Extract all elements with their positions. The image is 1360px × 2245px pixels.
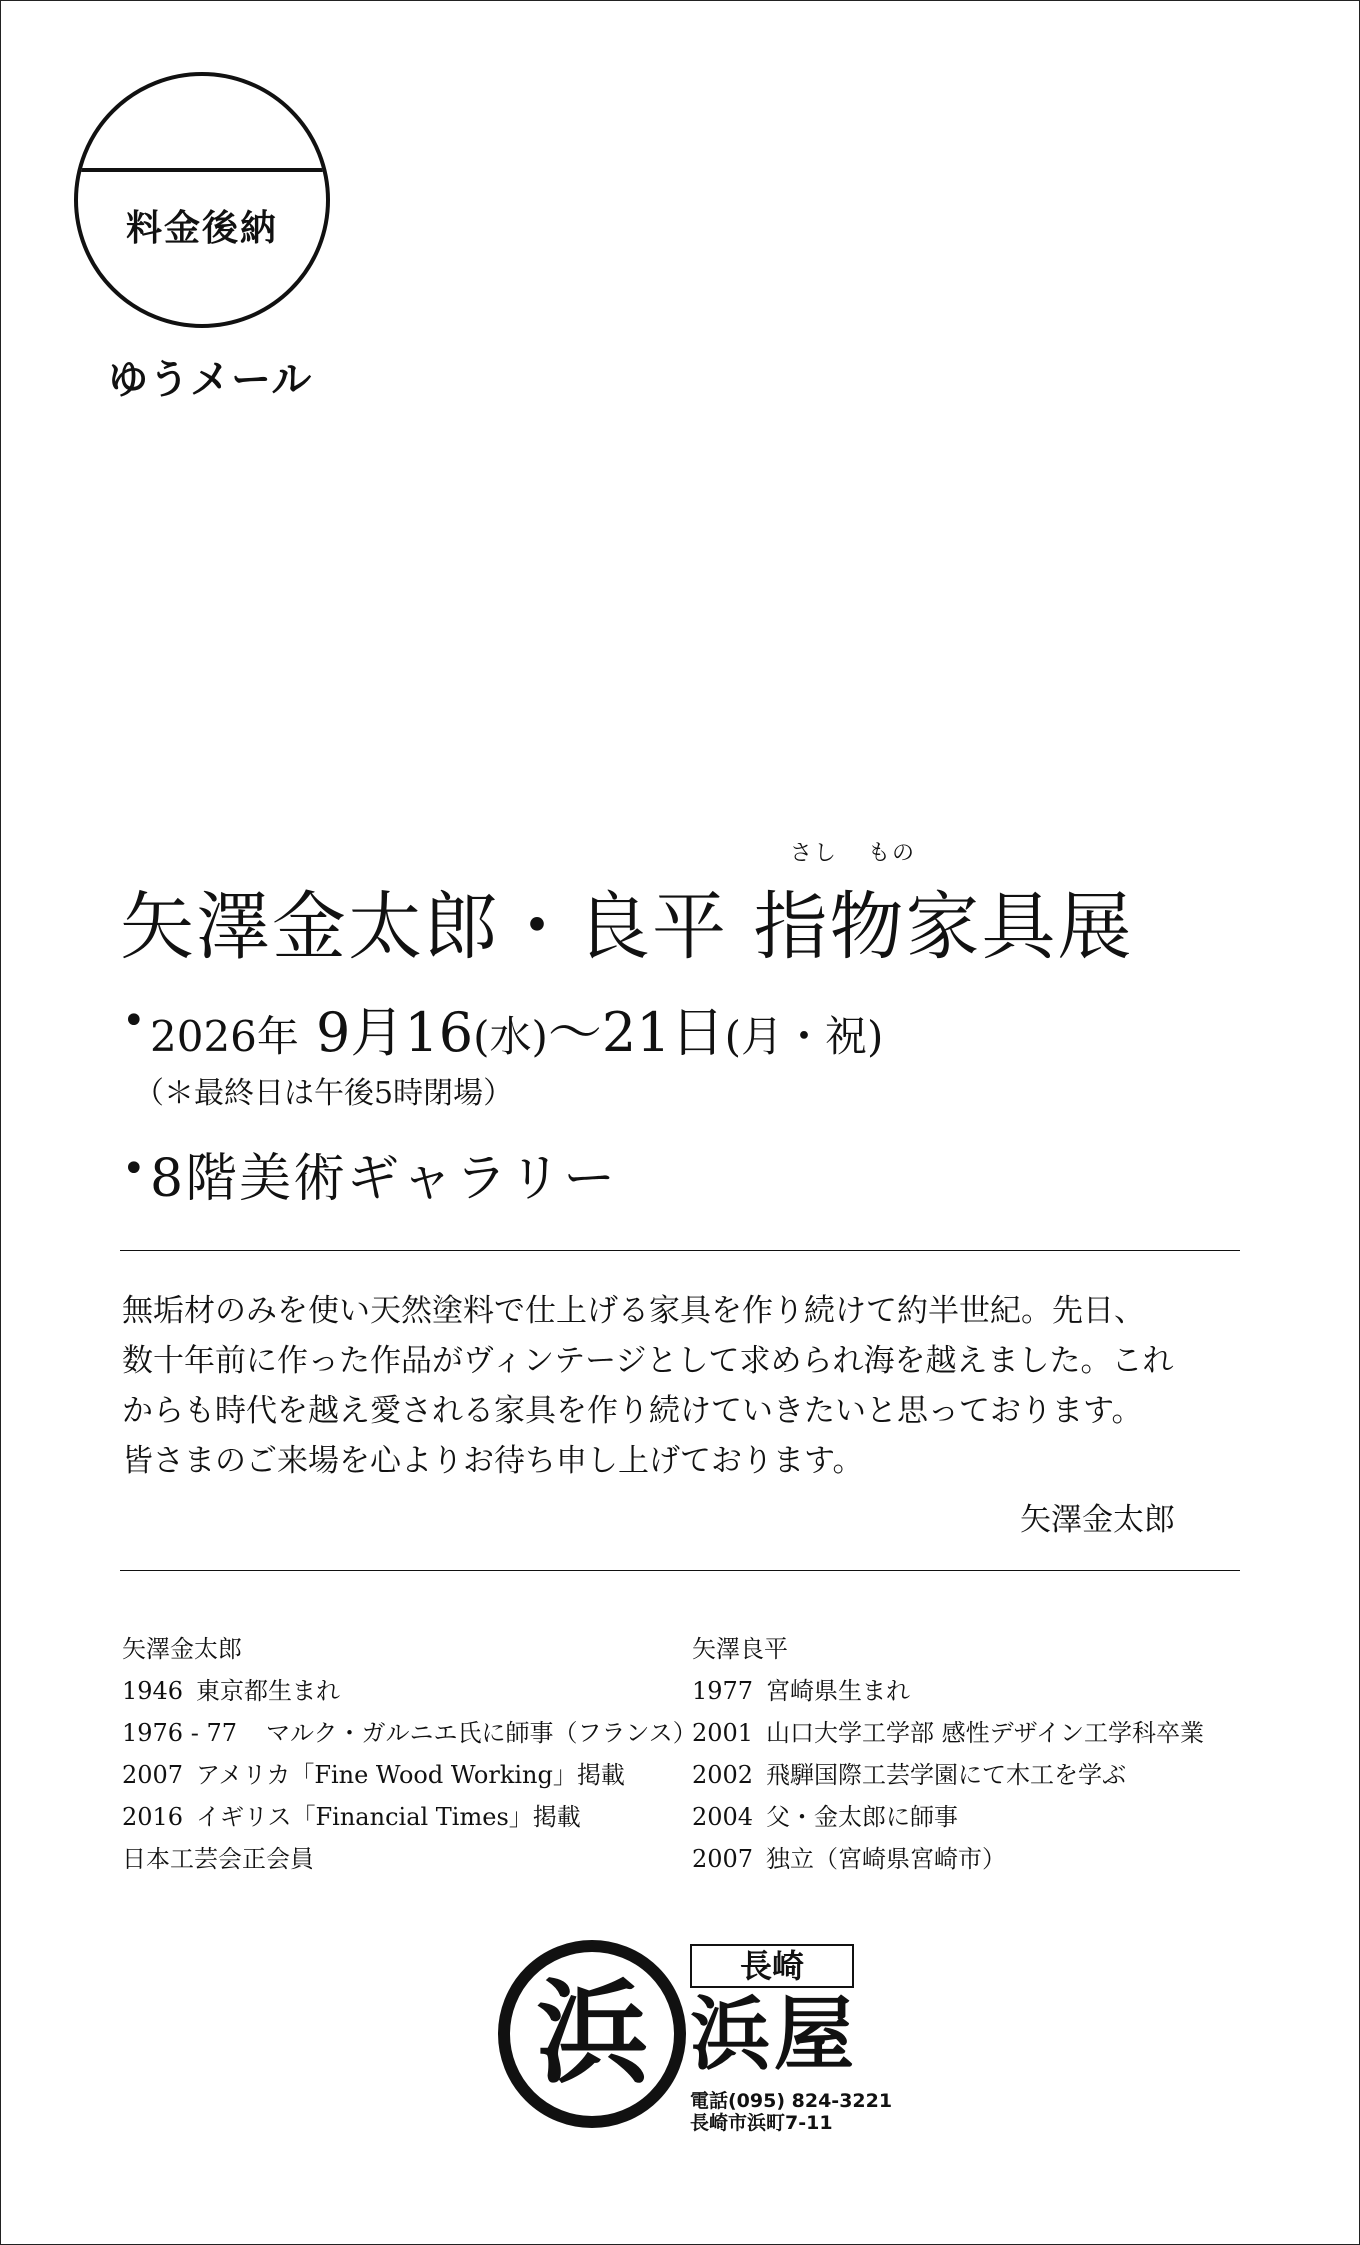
message-line: 無垢材のみを使い天然塗料で仕上げる家具を作り続けて約半世紀。先日、 bbox=[122, 1293, 1145, 1329]
closing-note: （＊最終日は午後5時閉場） bbox=[134, 1076, 514, 1111]
entry-event: 宮崎県生まれ bbox=[766, 1677, 910, 1705]
entry-event: イギリス「Financial Times」掲載 bbox=[196, 1803, 581, 1831]
entry-event: 山口大学工学部 感性デザイン工学科卒業 bbox=[766, 1719, 1204, 1747]
message-line: からも時代を越え愛される家具を作り続けていきたいと思っております。 bbox=[122, 1393, 1143, 1429]
profile-entry bbox=[692, 1670, 1204, 1712]
entry-event: 飛騨国際工芸学園にて木工を学ぶ bbox=[766, 1761, 1126, 1789]
entry-year: 2002 bbox=[692, 1761, 754, 1789]
entry-year: 1976 - 77 bbox=[122, 1719, 237, 1747]
store-phone: 電話(095) 824-3221 bbox=[690, 2090, 893, 2112]
date-year: 2026年 bbox=[150, 1012, 299, 1061]
message-signature: 矢澤金太郎 bbox=[1020, 1502, 1175, 1538]
mail-type-label: ゆうメール bbox=[108, 357, 313, 403]
profile-entry bbox=[692, 1754, 1204, 1796]
store-address: 長崎市浜町7-11 bbox=[690, 2112, 833, 2134]
entry-year: 1977 bbox=[692, 1677, 754, 1705]
profile-entry bbox=[122, 1670, 697, 1712]
postage-mark bbox=[74, 72, 330, 328]
store-name: 浜屋 bbox=[690, 1988, 858, 2081]
entry-year: 2007 bbox=[122, 1761, 184, 1789]
profile-name: 矢澤良平 bbox=[692, 1635, 788, 1663]
message-line: 数十年前に作った作品がヴィンテージとして求められ海を越えました。これ bbox=[122, 1343, 1174, 1379]
logo-location-box: 長崎 bbox=[690, 1944, 854, 1988]
entry-year: 2001 bbox=[692, 1719, 754, 1747]
entry-event: 独立（宮崎県宮崎市） bbox=[766, 1845, 1006, 1873]
entry-event: アメリカ「Fine Wood Working」掲載 bbox=[196, 1761, 625, 1789]
divider-top bbox=[120, 1250, 1240, 1251]
postage-divider bbox=[78, 168, 326, 172]
profile-membership: 日本工芸会正会員 bbox=[122, 1845, 314, 1873]
profile-entry bbox=[692, 1712, 1204, 1754]
hamaya-logo-mark bbox=[498, 1940, 686, 2128]
date-end: ～21日 bbox=[547, 1001, 725, 1064]
divider-bottom bbox=[120, 1570, 1240, 1571]
greeting-message bbox=[122, 1286, 1242, 1486]
entry-event: 東京都生まれ bbox=[196, 1677, 340, 1705]
bullet-date: • bbox=[122, 998, 146, 1044]
profile-entry bbox=[122, 1796, 697, 1838]
logo-char: 浜 bbox=[536, 1969, 648, 2099]
exhibition-title: 矢澤金太郎・良平 指物家具展 bbox=[120, 884, 1134, 970]
profile-entry bbox=[122, 1754, 697, 1796]
bullet-venue: • bbox=[122, 1146, 146, 1192]
postage-label: 料金後納 bbox=[125, 208, 278, 249]
profile-name: 矢澤金太郎 bbox=[122, 1635, 242, 1663]
profile-kintaro bbox=[122, 1628, 697, 1880]
venue: 8階美術ギャラリー bbox=[150, 1149, 618, 1209]
entry-event: 父・金太郎に師事 bbox=[766, 1803, 958, 1831]
entry-year: 1946 bbox=[122, 1677, 184, 1705]
exhibition-dates bbox=[150, 990, 883, 1067]
entry-year: 2004 bbox=[692, 1803, 754, 1831]
date-start: 9月16 bbox=[298, 1001, 474, 1064]
message-line: 皆さまのご来場を心よりお待ち申し上げております。 bbox=[122, 1443, 864, 1479]
entry-event: マルク・ガルニエ氏に師事（フランス） bbox=[266, 1719, 697, 1747]
date-start-weekday: (水) bbox=[473, 1012, 548, 1061]
ruby-sashi: さし bbox=[790, 841, 839, 866]
date-end-weekday: (月・祝) bbox=[724, 1012, 884, 1061]
profile-entry bbox=[692, 1838, 1204, 1880]
entry-year: 2007 bbox=[692, 1845, 754, 1873]
profile-ryohei bbox=[692, 1628, 1204, 1880]
ruby-mono: もの bbox=[868, 841, 917, 866]
profile-entry bbox=[122, 1712, 697, 1754]
entry-year: 2016 bbox=[122, 1803, 184, 1831]
profile-entry bbox=[692, 1796, 1204, 1838]
